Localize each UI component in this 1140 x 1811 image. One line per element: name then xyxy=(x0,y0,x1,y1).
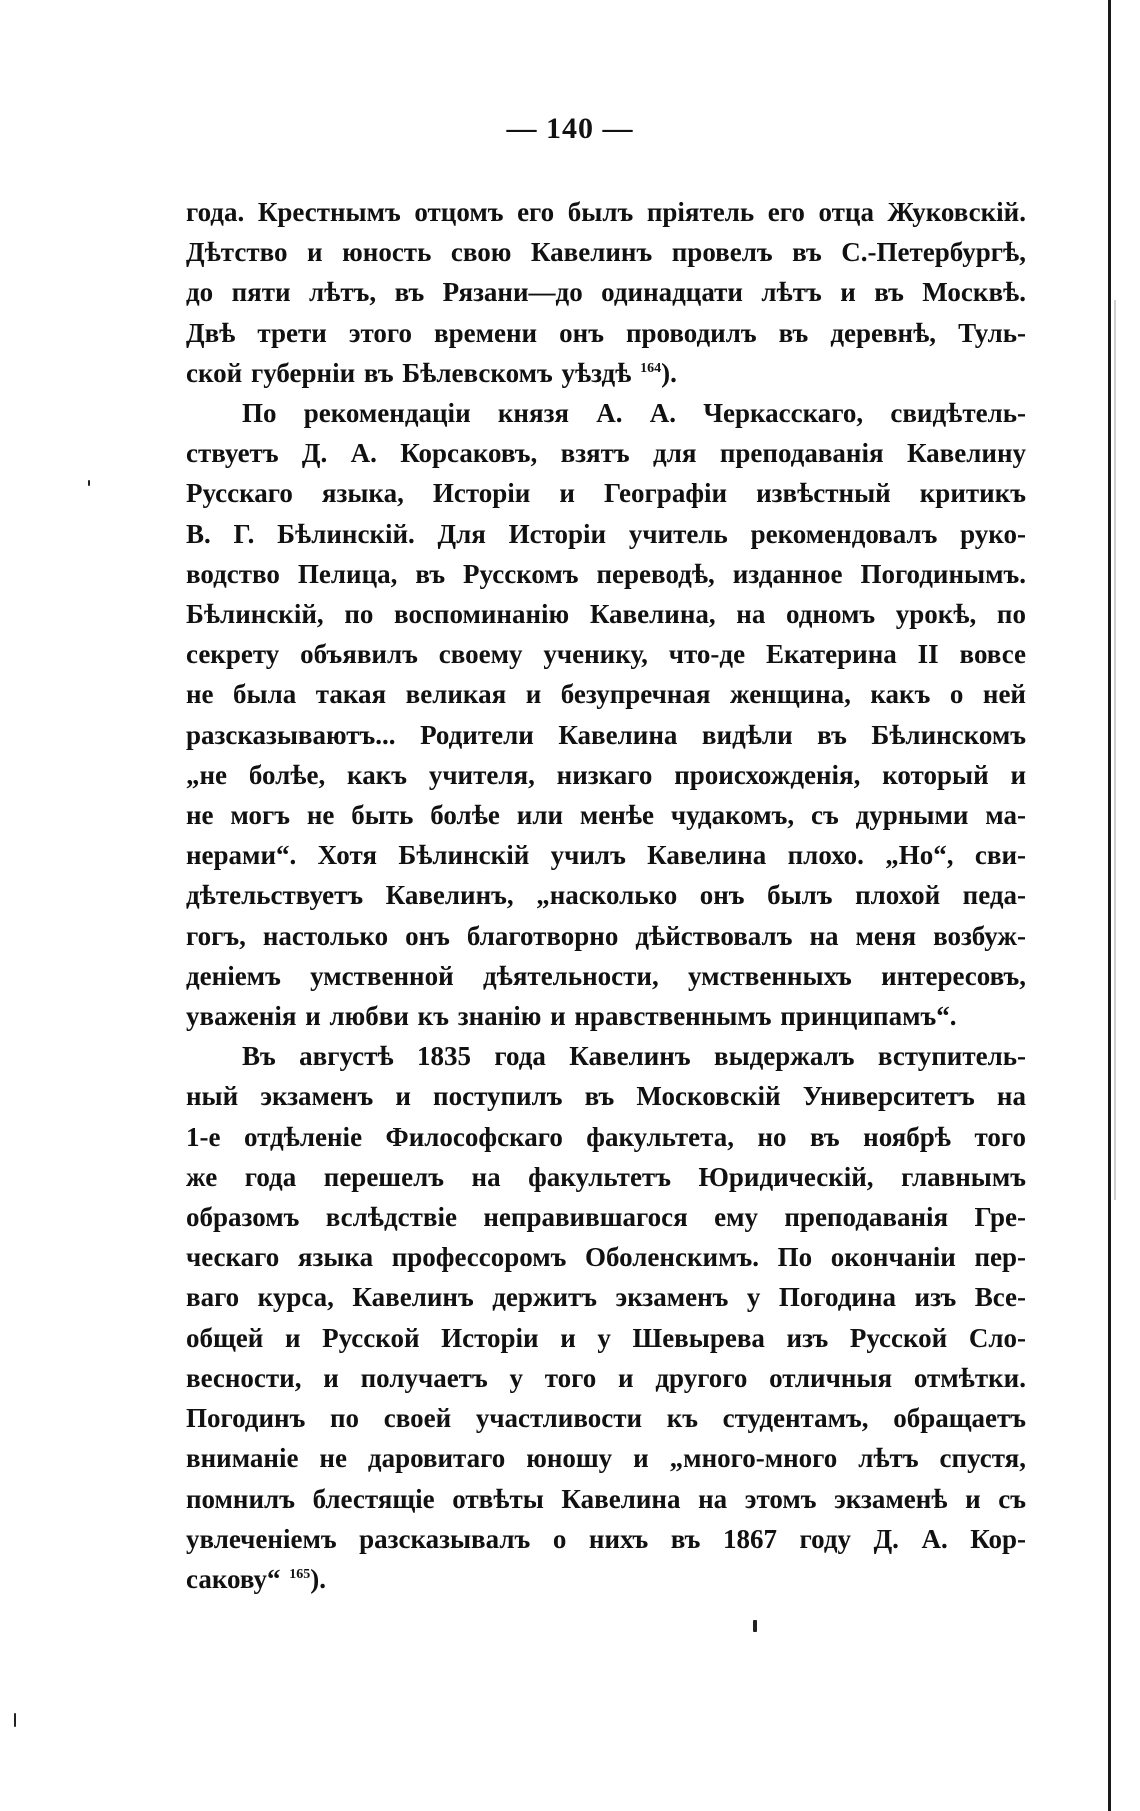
text-line: года. Крестнымъ отцомъ его былъ пріятель его отца Жуковскій. xyxy=(186,197,1026,227)
text-line: секрету объявилъ своему ученику, что-де Екатерина II вовсе xyxy=(186,639,1026,670)
body-text xyxy=(186,192,1026,1599)
text-line: не могъ не быть болѣе или менѣе чудакомъ, съ дурными ма- xyxy=(186,800,1026,831)
text-line: ческаго языка профессоромъ Оболенскимъ. По окончаніи пер- xyxy=(186,1242,1026,1273)
text-line-content: ской губерніи въ Бѣлевскомъ уѣздѣ xyxy=(186,357,632,388)
text-line-content: сакову“ xyxy=(186,1563,281,1594)
text-line: „не болѣе, какъ учителя, низкаго происхожденія, который и xyxy=(186,759,1026,790)
footnote-ref: 165 xyxy=(289,1566,311,1582)
text-line: Бѣлинскій, по воспоминанію Кавелина, на одномъ урокѣ, по xyxy=(186,599,1026,630)
text-line: Въ августѣ 1835 года Кавелинъ выдержалъ вступитель- xyxy=(242,1041,1026,1072)
text-line: Погодинъ по своей участливости къ студентамъ, обращаетъ xyxy=(186,1403,1026,1434)
text-line: дѣтельствуетъ Кавелинъ, „насколько онъ былъ плохой педа- xyxy=(186,880,1026,911)
text-line: деніемъ умственной дѣятельности, умственныхъ интересовъ, xyxy=(186,960,1026,991)
text-line: до пяти лѣтъ, въ Рязани—до одинадцати лѣтъ и въ Москвѣ. xyxy=(186,277,1026,308)
text-line: увлеченіемъ разсказывалъ о нихъ въ 1867 году Д. А. Кор- xyxy=(186,1523,1026,1554)
paragraph-1 xyxy=(186,192,1026,393)
text-line: общей и Русской Исторіи и у Шевырева изъ Русской Сло- xyxy=(186,1322,1026,1353)
text-line: Русскаго языка, Исторіи и Географіи извѣстный критикъ xyxy=(186,478,1026,509)
text-line-tail: ). xyxy=(661,357,677,388)
paragraph-2 xyxy=(186,393,1026,1036)
text-line: ваго курса, Кавелинъ держитъ экзаменъ у Погодина изъ Все- xyxy=(186,1282,1026,1313)
text-line: вниманіе не даровитаго юношу и „много-много лѣтъ спустя, xyxy=(186,1443,1026,1474)
text-line: ный экзаменъ и поступилъ въ Московскій Университетъ на xyxy=(186,1081,1026,1112)
text-line: весности, и получаетъ у того и другого отличныя отмѣтки. xyxy=(186,1362,1026,1393)
text-line: водство Пелица, въ Русскомъ переводѣ, изданное Погодинымъ. xyxy=(186,558,1026,589)
ink-speck xyxy=(14,1713,16,1727)
ink-speck xyxy=(88,480,90,486)
page-edge-rule xyxy=(1108,0,1111,1811)
page-number: — 140 — xyxy=(506,112,634,145)
ink-speck xyxy=(753,1620,757,1632)
text-line: В. Г. Бѣлинскій. Для Исторіи учитель рекомендовалъ руко- xyxy=(186,518,1026,549)
text-line: 1-е отдѣленіе Философскаго факультета, но въ ноябрѣ того xyxy=(186,1121,1026,1152)
text-line: Двѣ трети этого времени онъ проводилъ въ деревнѣ, Туль- xyxy=(186,317,1026,348)
text-line-last xyxy=(186,1559,1026,1599)
page-edge-shadow xyxy=(1114,300,1116,1200)
text-line-last xyxy=(186,353,1026,393)
text-line: Дѣтство и юность свою Кавелинъ провелъ въ С.-Петербургѣ, xyxy=(186,237,1026,268)
text-line: гогъ, настолько онъ благотворно дѣйствовалъ на меня возбуж- xyxy=(186,920,1026,951)
footnote-ref: 164 xyxy=(640,360,662,376)
text-line: По рекомендаціи князя А. А. Черкасскаго, свидѣтель- xyxy=(242,398,1026,429)
text-line: не была такая великая и безупречная женщина, какъ о ней xyxy=(186,679,1026,710)
text-line: образомъ вслѣдствіе неправившагося ему преподаванія Гре- xyxy=(186,1202,1026,1233)
text-line: нерами“. Хотя Бѣлинскій училъ Кавелина плохо. „Но“, сви- xyxy=(186,840,1026,871)
text-line: помнилъ блестящіе отвѣты Кавелина на этомъ экзаменѣ и съ xyxy=(186,1483,1026,1514)
paragraph-3 xyxy=(186,1036,1026,1599)
text-line: разсказываютъ... Родители Кавелина видѣли въ Бѣлинскомъ xyxy=(186,719,1026,750)
text-line-tail: ). xyxy=(310,1563,326,1594)
text-line: ствуетъ Д. А. Корсаковъ, взятъ для преподаванія Кавелину xyxy=(186,438,1026,469)
text-line-last: уваженія и любви къ знанію и нравственнымъ принципамъ“. xyxy=(186,1001,957,1032)
text-line: же года перешелъ на факультетъ Юридическій, главнымъ xyxy=(186,1161,1026,1192)
